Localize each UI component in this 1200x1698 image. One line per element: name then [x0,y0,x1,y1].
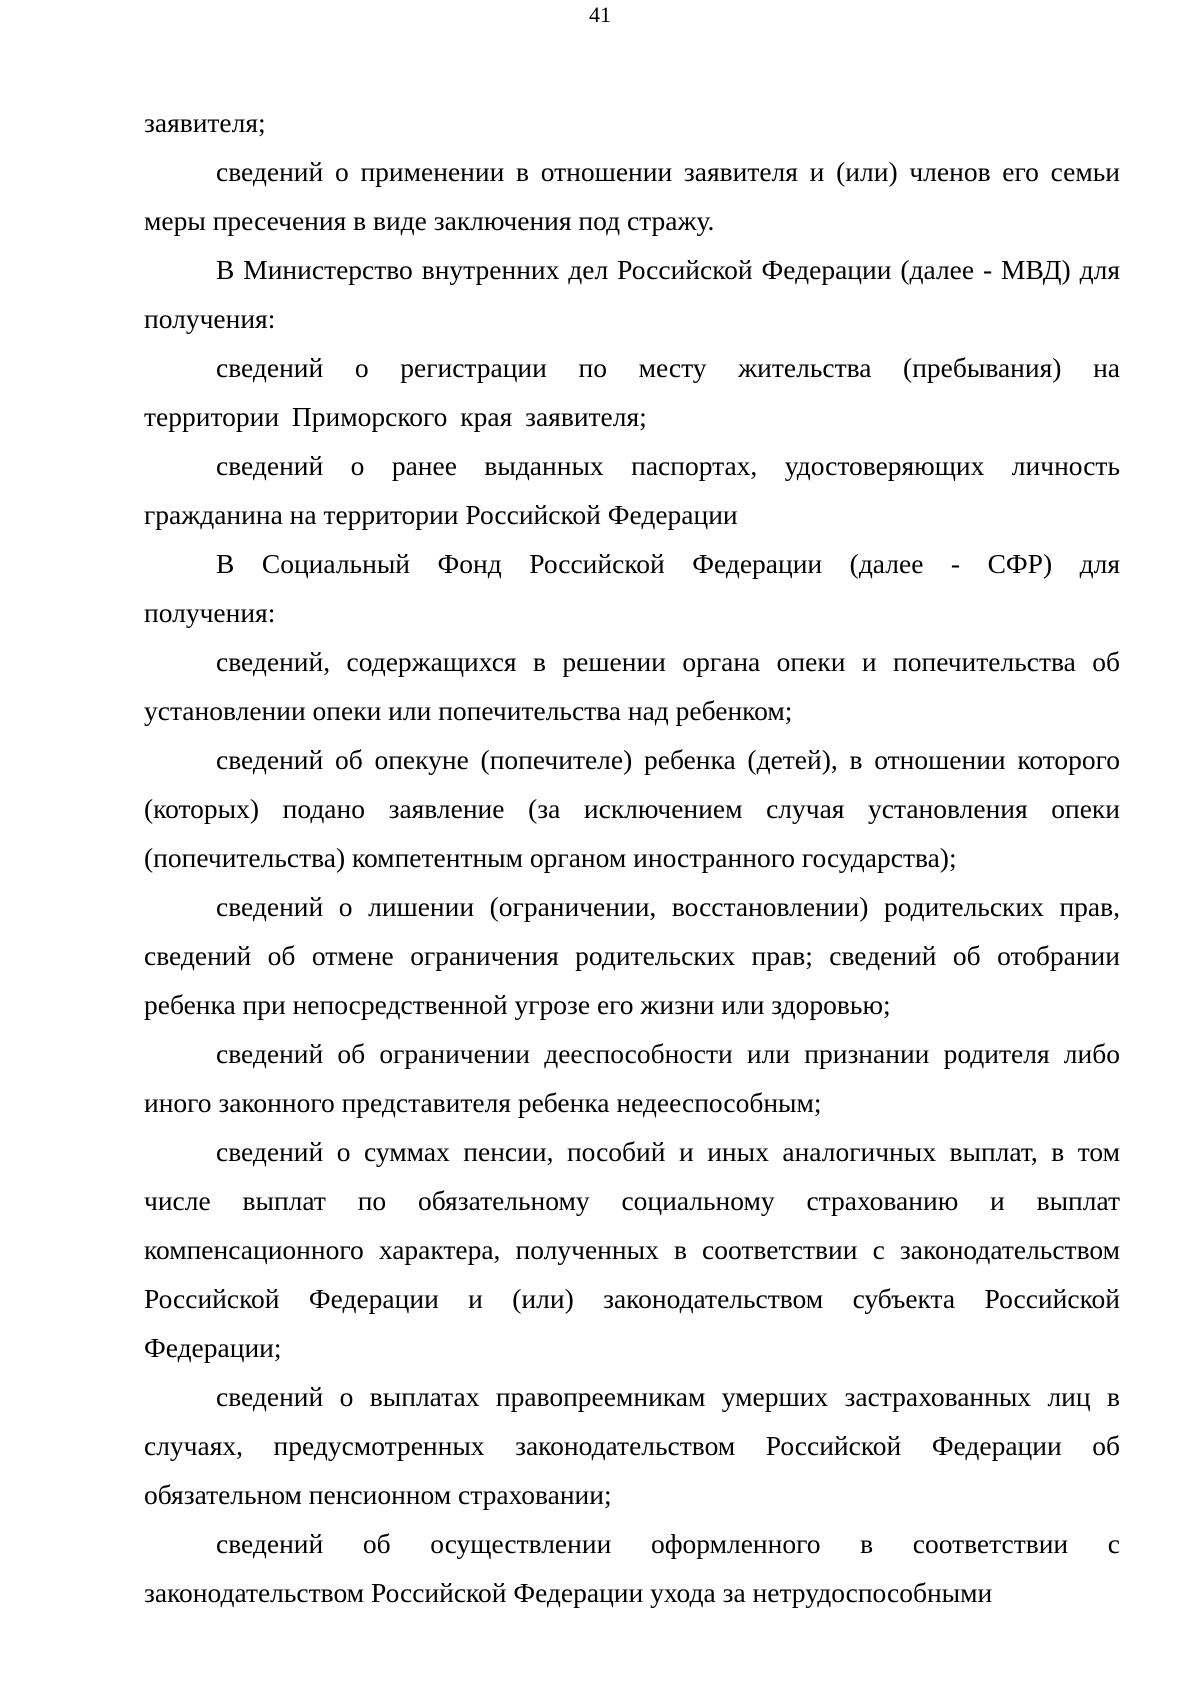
page-number: 41 [589,2,611,27]
paragraph-detention-info: сведений о применении в отношении заявителя и (или) членов его семьи меры пресечения в виде заключения под стражу. [144,156,1120,236]
paragraph-guardianship-decision: сведений, содержащихся в решении органа опеки и попечительства об установлении опеки или попечительства над ребенком; [144,646,1120,726]
paragraph-parental-rights: сведений о лишении (ограничении, восстановлении) родительских прав, сведений об отмене ограничения родительских прав; сведений об отобрании ребенка при непосредственной угрозе его жизни или здоровью; [144,891,1120,1020]
paragraph-mvd-request: В Министерство внутренних дел Российской Федерации (далее - МВД) для получения: [144,254,1120,334]
paragraph-applicant-end: заявителя; [144,107,266,138]
paragraph-passport-info: сведений о ранее выданных паспортах, удостоверяющих личность гражданина на территории Российской Федерации [144,450,1120,530]
paragraph-pension-amounts: сведений о суммах пенсии, пособий и иных аналогичных выплат, в том числе выплат по обязательному социальному страхованию и выплат компенсационного характера, полученных в соответствии с законодательством Российской Федерации и (или) законодательством субъекта Российской Федерации; [144,1136,1120,1363]
paragraph-incapacity-info: сведений об ограничении дееспособности или признании родителя либо иного законного представителя ребенка недееспособным; [144,1038,1120,1118]
paragraph-sfr-request: В Социальный Фонд Российской Федерации (далее - СФР) для получения: [144,548,1120,628]
paragraph-guardian-info: сведений об опекуне (попечителе) ребенка (детей), в отношении которого (которых) подано заявление (за исключением случая установления опеки (попечительства) компетентным органом иностранного государства); [144,744,1120,873]
paragraph-registration-info: сведений о регистрации по месту жительства (пребывания) на территории Приморского края заявителя; [144,352,1120,432]
document-body [144,98,1120,1617]
paragraph-successor-payments: сведений о выплатах правопреемникам умерших застрахованных лиц в случаях, предусмотренных законодательством Российской Федерации об обязательном пенсионном страховании; [144,1381,1120,1510]
paragraph-care-info: сведений об осуществлении оформленного в соответствии с законодательством Российской Федерации ухода за нетрудоспособными [144,1528,1120,1608]
